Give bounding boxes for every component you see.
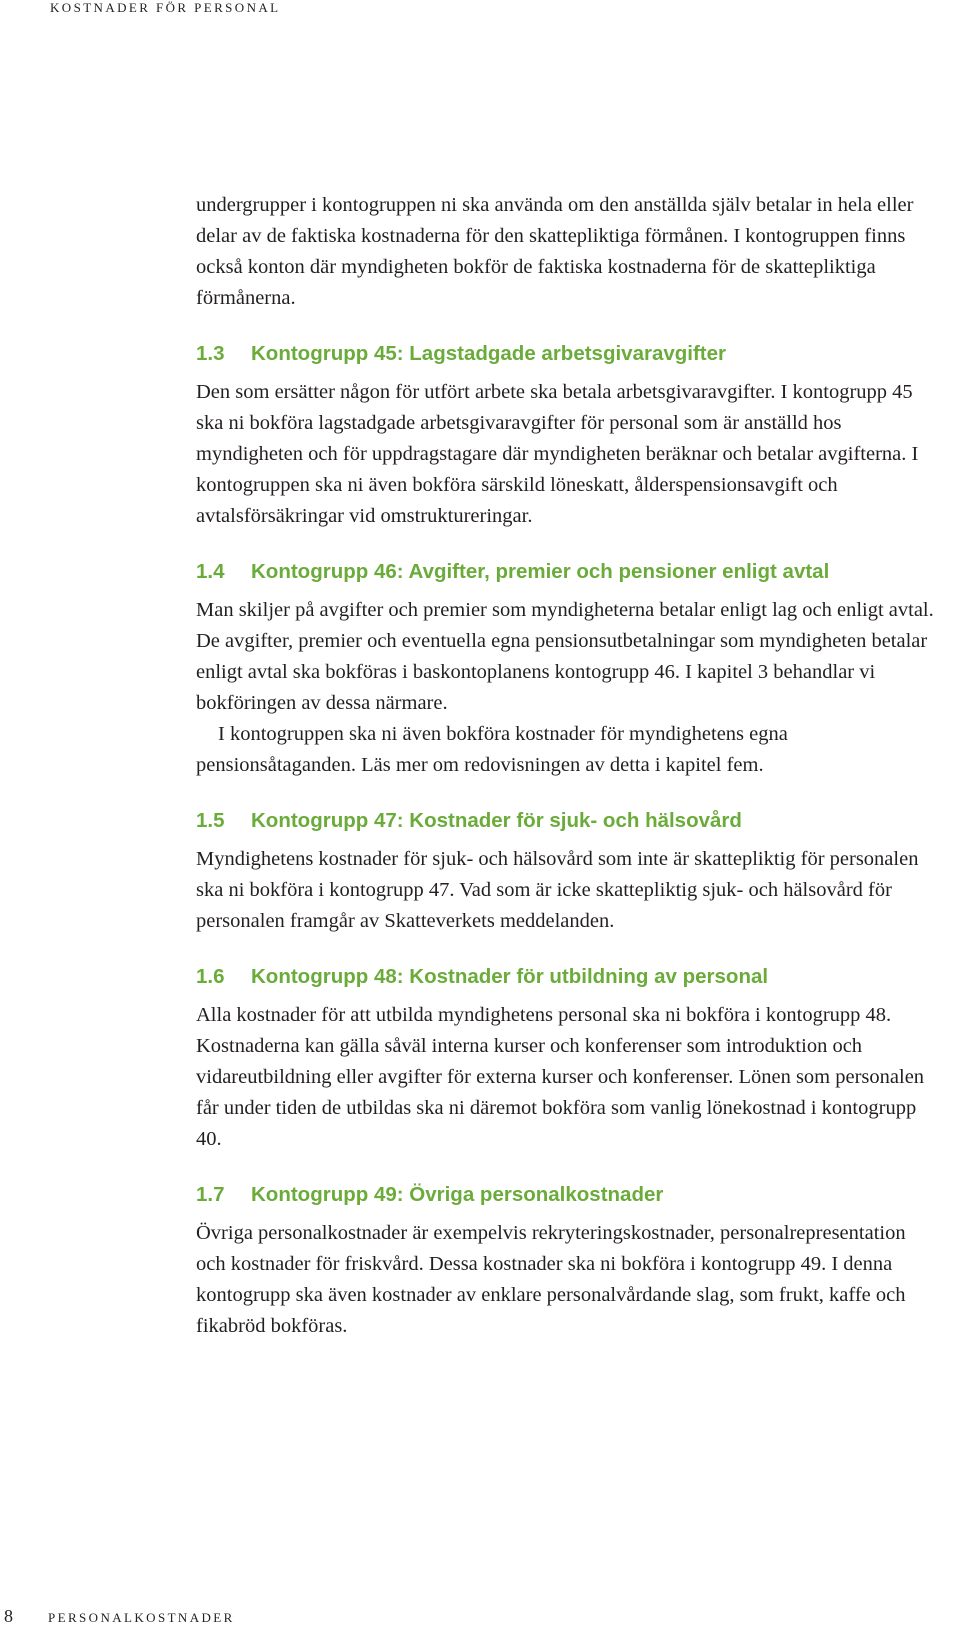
section-1-6 bbox=[196, 964, 936, 1155]
section-paragraph: Myndighetens kostnader för sjuk- och hälsovård som inte är skattepliktig för personalen ska ni bokföra i kontogrupp 47. Vad som är icke skattepliktig sjuk- och hälsovård för personalen framgår av Skatteverkets meddelanden. bbox=[196, 848, 919, 932]
section-heading bbox=[196, 1182, 936, 1208]
section-title: Kontogrupp 46: Avgifter, premier och pensioner enligt avtal bbox=[251, 560, 830, 583]
section-heading bbox=[196, 341, 936, 367]
section-title: Kontogrupp 48: Kostnader för utbildning av personal bbox=[251, 965, 769, 988]
section-paragraph: Den som ersätter någon för utfört arbete ska betala arbetsgivaravgifter. I kontogrupp 45 ska ni bokföra lagstadgade arbetsgivaravgifter för personal som är anställd hos myndigheten och för uppdragstagare där myndigheten beräknar och betalar avgifterna. I kontogruppen ska ni även bokföra särskild löneskatt, ålderspensionsavgift och avtalsförsäkringar vid omstruktureringar. bbox=[196, 381, 919, 527]
section-number: 1.5 bbox=[196, 809, 225, 832]
section-heading bbox=[196, 808, 936, 834]
footer-title: PERSONALKOSTNADER bbox=[48, 1610, 235, 1625]
section-heading bbox=[196, 964, 936, 990]
section-number: 1.6 bbox=[196, 965, 225, 988]
section-1-3 bbox=[196, 341, 936, 532]
section-paragraph: Alla kostnader för att utbilda myndighetens personal ska ni bokföra i kontogrupp 48. Kostnaderna kan gälla såväl interna kurser och konferenser som introduktion och vidareutbildning eller avgifter för externa kurser och konferenser. Lönen som personalen får under tiden de utbildas ska ni däremot bokföra som vanlig lönekostnad i kontogrupp 40. bbox=[196, 1004, 925, 1150]
section-1-5 bbox=[196, 808, 936, 937]
section-paragraph: I kontogruppen ska ni även bokföra kostnader för myndighetens egna pensionsåtaganden. Läs mer om redovisningen av detta i kapitel fem. bbox=[196, 723, 788, 776]
section-title: Kontogrupp 47: Kostnader för sjuk- och hälsovård bbox=[251, 809, 742, 832]
section-number: 1.4 bbox=[196, 560, 225, 583]
section-heading bbox=[196, 559, 936, 585]
section-title: Kontogrupp 49: Övriga personalkostnader bbox=[251, 1183, 664, 1206]
section-paragraph: Man skiljer på avgifter och premier som myndigheterna betalar enligt lag och enligt avtal. De avgifter, premier och eventuella egna pensionsutbetalningar som myndigheten betalar enligt avtal ska bokföras i baskontoplanens kontogrupp 46. I kapitel 3 behandlar vi bokföringen av dessa närmare. bbox=[196, 599, 934, 714]
section-paragraph: Övriga personalkostnader är exempelvis rekryteringskostnader, personalrepresentation och kostnader för friskvård. Dessa kostnader ska ni bokföra i kontogrupp 49. I denna kontogrupp ska även kostnader av enklare personalvårdande slag, som frukt, kaffe och fikabröd bokföras. bbox=[196, 1222, 906, 1337]
section-number: 1.7 bbox=[196, 1183, 225, 1206]
running-header: KOSTNADER FÖR PERSONAL bbox=[50, 0, 281, 15]
intro-paragraph: undergrupper i kontogruppen ni ska använda om den anställda själv betalar in hela eller delar av de faktiska kostnaderna för den skattepliktiga förmånen. I kontogruppen finns också konton där myndigheten bokför de faktiska kostnaderna för de skattepliktiga förmånerna. bbox=[196, 194, 914, 309]
section-title: Kontogrupp 45: Lagstadgade arbetsgivaravgifter bbox=[251, 342, 727, 365]
page-number: 8 bbox=[4, 1606, 13, 1626]
section-1-7 bbox=[196, 1182, 936, 1342]
section-number: 1.3 bbox=[196, 342, 225, 365]
section-1-4 bbox=[196, 559, 936, 781]
page-content bbox=[196, 190, 936, 1342]
